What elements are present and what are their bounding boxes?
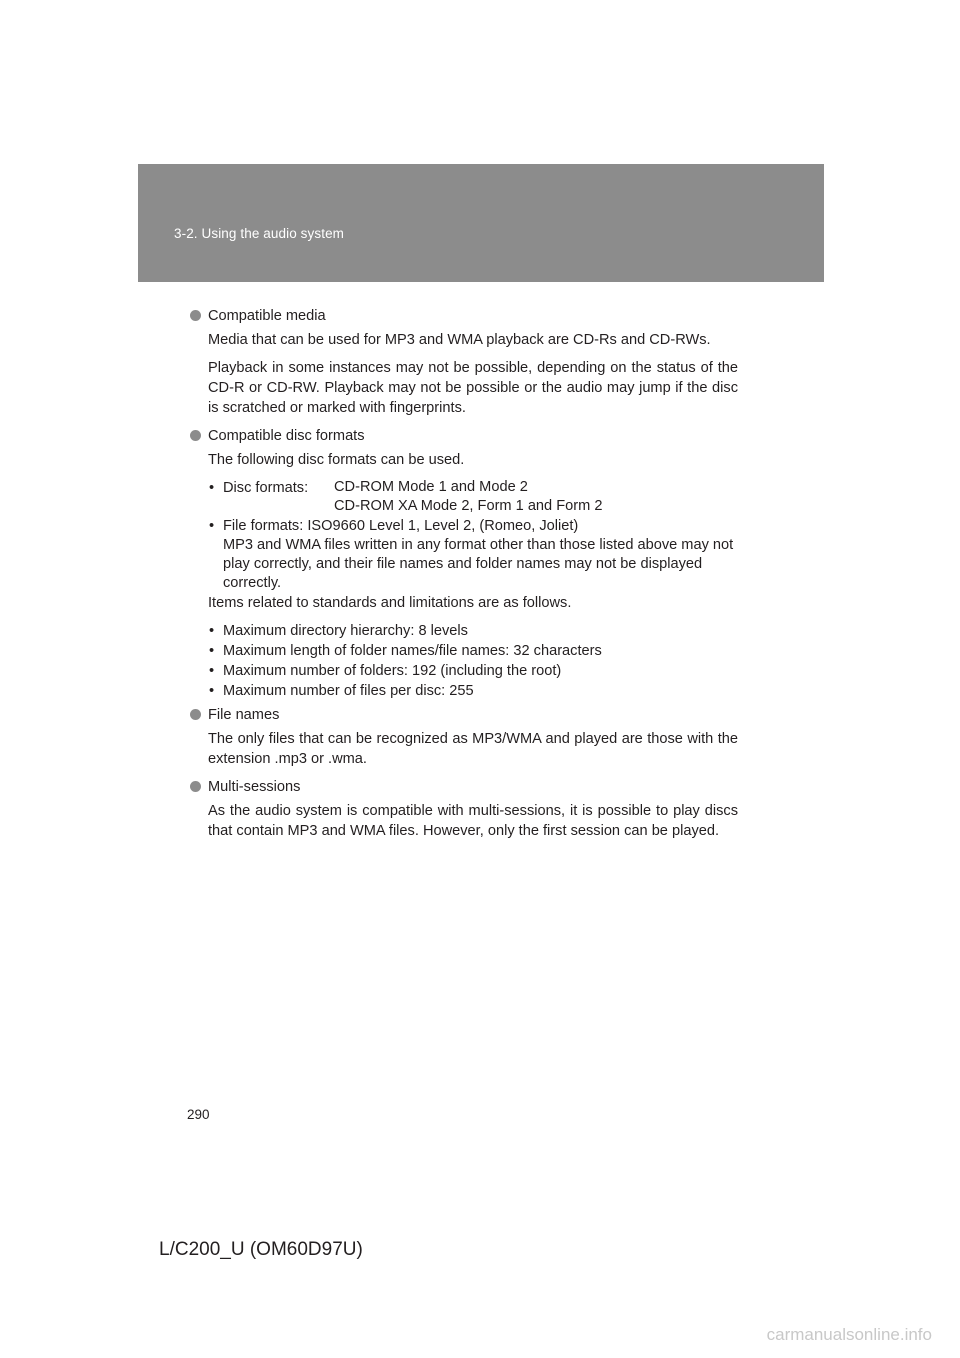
list-item: • Maximum directory hierarchy: 8 levels xyxy=(208,621,738,641)
bullet-circle-icon xyxy=(190,310,201,321)
list-item: • Maximum length of folder names/file names: 32 characters xyxy=(208,641,738,661)
list-item: • Maximum number of folders: 192 (including the root) xyxy=(208,661,738,681)
disc-formats-label: • Disc formats: xyxy=(223,480,309,496)
section-heading-compatible-media xyxy=(190,306,738,326)
list-item-disc-formats xyxy=(208,478,738,516)
manual-model-code: L/C200_U (OM60D97U) xyxy=(159,1239,363,1260)
section-heading-label: Compatible disc formats xyxy=(208,428,365,444)
paragraph: Playback in some instances may not be possible, depending on the status of the CD-R or CD-RW. Playback may not be possible or the audio may jump if the disc is scratched or marked with fingerprints. xyxy=(208,360,738,416)
list-item-file-formats xyxy=(208,516,738,593)
section-header-band xyxy=(138,164,824,282)
paragraph: Media that can be used for MP3 and WMA playback are CD-Rs and CD-RWs. xyxy=(208,332,711,348)
section-heading-multi-sessions xyxy=(190,777,738,797)
section-heading-label: Compatible media xyxy=(208,308,326,324)
paragraph: The only files that can be recognized as MP3/WMA and played are those with the extension .mp3 or .wma. xyxy=(208,731,738,767)
page-number: 290 xyxy=(187,1107,210,1122)
disc-format-value: CD-ROM XA Mode 2, Form 1 and Form 2 xyxy=(334,498,603,514)
paragraph: The following disc formats can be used. xyxy=(208,452,465,468)
section-heading-compatible-disc-formats xyxy=(190,426,738,446)
bullet-circle-icon xyxy=(190,709,201,720)
section-heading-file-names xyxy=(190,705,738,725)
bullet-circle-icon xyxy=(190,781,201,792)
paragraph: As the audio system is compatible with multi-sessions, it is possible to play discs that contain MP3 and WMA files. However, only the first session can be played. xyxy=(208,803,738,839)
disc-format-value: CD-ROM Mode 1 and Mode 2 xyxy=(334,479,528,495)
watermark: carmanualsonline.info xyxy=(766,1325,932,1344)
list-item: • Maximum number of files per disc: 255 xyxy=(208,681,738,701)
limits-list xyxy=(208,621,738,701)
section-title: 3-2. Using the audio system xyxy=(174,226,345,241)
page-content xyxy=(208,306,738,849)
bullet-circle-icon xyxy=(190,430,201,441)
file-formats-text: • File formats: ISO9660 Level 1, Level 2, (Romeo, Joliet) xyxy=(223,518,579,534)
section-heading-label: File names xyxy=(208,707,280,723)
paragraph: Items related to standards and limitations are as follows. xyxy=(208,595,572,611)
file-formats-note: MP3 and WMA files written in any format other than those listed above may not play correctly, and their file names and folder names may not be displayed correctly. xyxy=(223,537,734,591)
section-heading-label: Multi-sessions xyxy=(208,779,301,795)
